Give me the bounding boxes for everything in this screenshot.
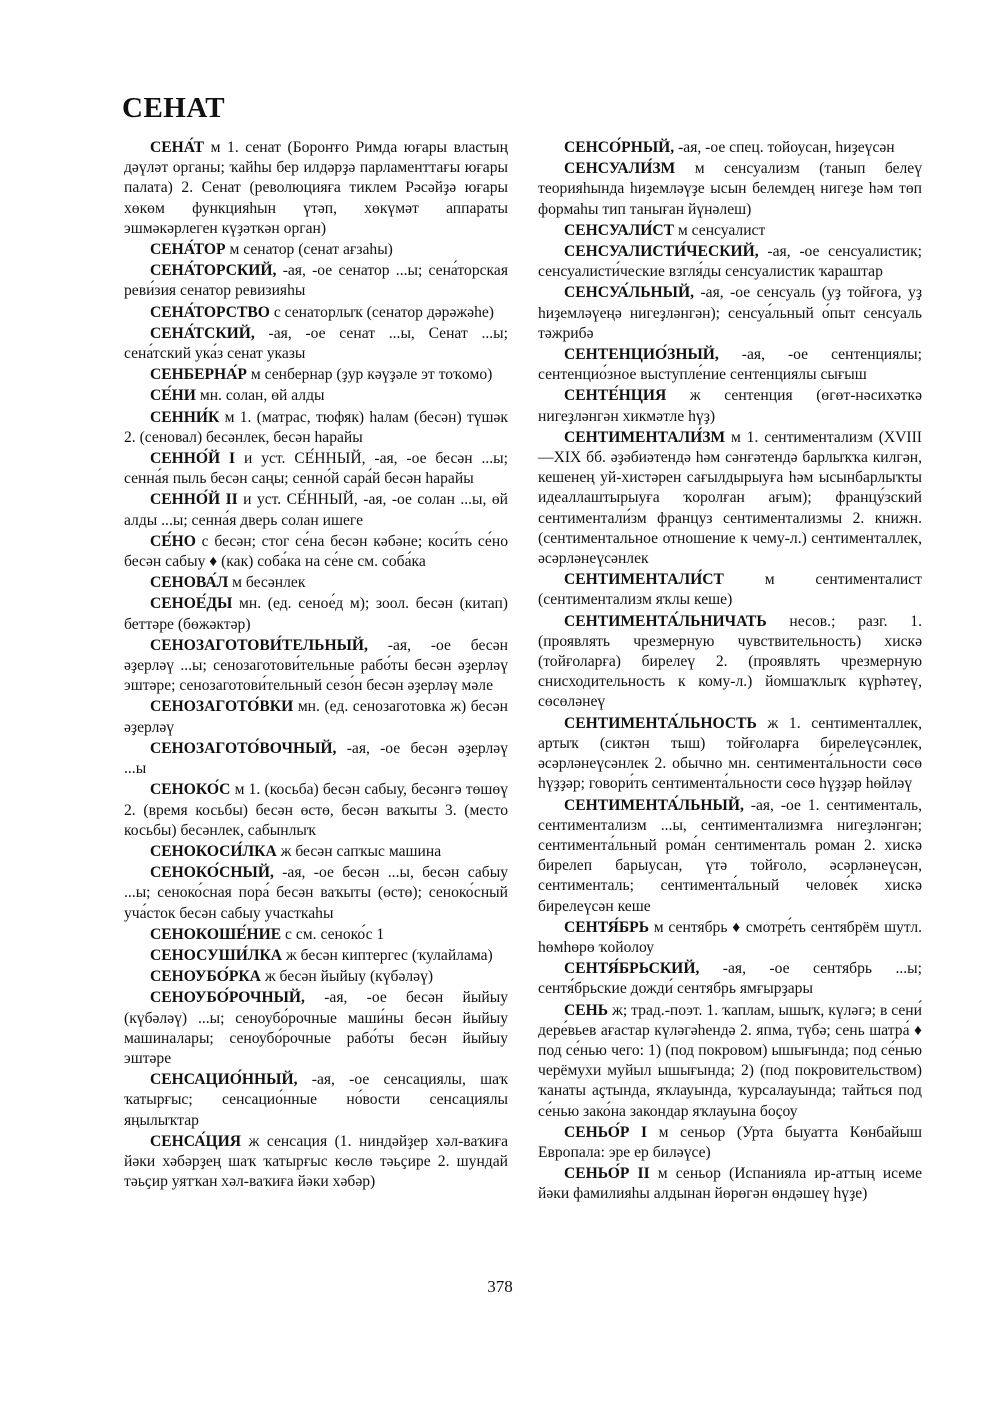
dictionary-entry [538,345,922,385]
entry-definition: ж сентенция (өгөт-нәсихәткә нигеҙләнгән хикмәтле һүҙ) [538,387,922,425]
entry-definition: м бесәнлек [228,574,306,592]
entry-definition: -ая, -ое бесән ...ы, бесән сабыу ...ы; сеноко́сная пора́ бесән ваҡыты (өстө); сеноко́сный уча́сток бесән сабыу участкаһы [124,864,508,922]
entry-definition: с сенаторлыҡ (сенатор дәрәжәһе) [269,303,494,321]
entry-headword: СЕ́НО [150,532,196,550]
entry-headword: СЕНЬО́Р II [564,1165,650,1183]
entry-definition: -ая, -ое бесән йыйыу (күбәләү) ...ы; сеноубо́рочные маши́ны бесән йыйыу машиналары; сеноубо́рочные рабо́ты бесән йыйыу эштәре [124,989,508,1067]
dictionary-entry [124,863,508,924]
dictionary-entry [124,408,508,448]
dictionary-entry [124,532,508,572]
dictionary-entry [538,959,922,999]
entry-headword: СЕНСУАЛИСТИ́ЧЕСКИЙ, [564,243,759,261]
dictionary-entry [538,796,922,917]
entry-definition: ж бесән сапҡыс машина [276,842,442,860]
entry-headword: СЕННИ́К [150,408,220,426]
entry-headword: СЕНТИМЕНТА́ЛЬНОСТЬ [564,714,757,732]
entry-definition: -ая, -ое сенсуалистик; сенсуалисти́ческие взгля́ды сенсуалистик ҡараштар [538,243,922,281]
entry-headword: СЕНТИМЕНТАЛИ́СТ [564,571,724,589]
entry-definition: -ая, -ое сенсуаль (уҙ тойғоға, уҙ һиҙемләүеңә нигеҙләнгән); сенсуа́льный о́пыт сенсуаль тәжрибә [538,284,922,342]
entry-headword: СЕНА́ТОРСТВО [150,303,270,321]
entry-definition: м сенсуалист [674,221,766,239]
entry-definition: м 1. (косьба) бесән сабыу, бесәнгә төшөү 2. (время косьбы) бесән өстө, бесән ваҡыты 3. (место косьбы) бесәнлек, сабынлыҡ [124,781,508,839]
entry-headword: СЕНОЗАГОТО́ВОЧНЫЙ, [150,739,337,757]
dictionary-entry [124,1070,508,1131]
entry-definition: -ая, -ое сенат ...ы, Сенат ...ы; сена́тский ука́з сенат указы [124,324,508,363]
dictionary-entry [538,221,922,241]
entry-definition: м сентябрь ♦ смотре́ть сентябрём шутл. һөмһөрө ҡойолоу [538,918,922,956]
entry-headword: СЕ́НИ [150,387,196,405]
entry-headword: СЕНОУБО́РОЧНЫЙ, [150,989,305,1007]
dictionary-entry [124,636,508,697]
dictionary-entry [124,925,508,945]
left-column [124,138,508,1193]
entry-headword: СЕННО́Й II [150,491,238,509]
entry-definition: ж бесән киптергес (ҡулайлама) [282,946,493,964]
entry-definition: м 1. сенат (Бороҥғо Римда юғары властың дәүләт органы; ҡайһы бер илдәрҙә парламенттағы юғары палата) 2. Сенат (революцияға тиклем Рәсәйҙә юғары хөкөм функцияһын үтәп, хөкүмәт аппараты эшмәкәрлеген күҙәткән орган) [124,139,508,237]
dictionary-entry [538,612,922,713]
entry-headword: СЕННО́Й I [150,450,236,468]
dictionary-entry [124,324,508,364]
dictionary-entry [124,261,508,301]
entry-headword: СЕНА́Т [150,139,205,156]
entry-headword: СЕНТИМЕНТАЛИ́ЗМ [564,428,726,446]
dictionary-entry [538,159,922,220]
dictionary-entry [538,1164,922,1204]
entry-headword: СЕНОЕ́ДЫ [150,595,233,613]
entry-headword: СЕНТИМЕНТА́ЛЬНЫЙ, [564,796,744,814]
entry-headword: СЕНБЕРНА́Р [150,366,247,384]
entry-headword: СЕНА́ТСКИЙ, [150,324,255,342]
entry-definition: и уст. СЕ́ННЫЙ, -ая, -ое бесән ...ы; сенна́я пыль бесән саңы; сенно́й сара́й бесән һарайы [124,450,508,488]
dictionary-entry [124,386,508,406]
entry-headword: СЕНОКОСИ́ЛКА [150,842,277,860]
entry-definition: -ая, -ое сентябрь ...ы; сентя́брьские дожди́ сентябрь ямғырҙары [538,960,922,998]
dictionary-entry [124,988,508,1069]
entry-headword: СЕНСАЦИО́ННЫЙ, [150,1071,298,1089]
dictionary-entry [124,594,508,634]
dictionary-entry [124,842,508,862]
running-head: СЕНАТ [122,92,226,124]
entry-headword: СЕНОСУШИ́ЛКА [150,946,283,964]
dictionary-entry [538,242,922,282]
entry-definition: м сеньор (Урта быуатта Көнбайыш Европала: эре ер биләүсе) [538,1123,922,1161]
entry-definition: несов.; разг. 1. (проявлять чрезмерную чувствительность) хискә (тойғоларға) бирелеү 2. (проявлять чрезмерную снисходительность к кому-л.) йомшаҡлыҡ күрһәтеү, сөсөләнеү [538,612,922,711]
dictionary-entry [124,697,508,737]
dictionary-entry [124,240,508,260]
entry-definition: м сенбернар (ҙур кәүҙәле эт тоҡомо) [246,366,493,384]
entry-headword: СЕНСО́РНЫЙ, [564,139,675,156]
entry-definition: с бесән; стог се́на бесән кәбәне; коси́ть се́но бесән сабыу ♦ (как) соба́ка на се́не см. соба́ка [124,532,508,571]
entry-definition: ж сенсация (1. ниндәйҙер хәл-ваҡиға йәки хәбәрҙең шаҡ ҡатырғыс көслө тәьҫире 2. шундай тәьҫир уятҡан хәл-ваҡиға йәки хәбәр) [124,1132,508,1191]
entry-headword: СЕНСУА́ЛЬНЫЙ, [564,284,694,302]
entry-definition: и уст. СЕ́ННЫЙ, -ая, -ое солан ...ы, өй алды ...ы; сенна́я дверь солан ишеге [124,491,509,529]
entry-definition: мн. (ед. сенозаготовка ж) бесән әҙерләү [124,698,508,736]
dictionary-entry [124,739,508,779]
dictionary-entry [538,1001,922,1122]
dictionary-entry [124,967,508,987]
dictionary-entry [538,138,922,158]
dictionary-entry [124,138,508,239]
right-column [538,138,922,1206]
dictionary-entry [124,573,508,593]
dictionary-entry [538,918,922,958]
entry-headword: СЕНОКОШЕ́НИЕ [150,925,282,943]
entry-headword: СЕНОЗАГОТО́ВКИ [150,698,294,716]
entry-definition: м сентименталист (сентиментализм яҡлы кеше) [538,571,922,609]
entry-definition: м сеньор (Испанияла ир-аттың исеме йәки фамилияһы алдынан йөрөгән өндәшеү һүҙе) [538,1165,923,1203]
entry-headword: СЕНТЕ́НЦИЯ [564,387,667,405]
entry-definition: -ая, -ое бесән әҙерләү ...ы; сенозаготови́тельные рабо́ты бесән әҙерләү эштәре; сенозаготови́тельный сезо́н бесән әҙерләү мәле [124,636,508,695]
entry-headword: СЕНТЯ́БРЬ [564,918,650,936]
entry-headword: СЕНТЕНЦИО́ЗНЫЙ, [564,346,719,364]
entry-headword: СЕНОКО́СНЫЙ, [150,864,274,882]
entry-definition: ж; трад.-поэт. 1. ҡаплам, ышыҡ, күләгә; в сени́ дере́вьев ағастар күләгәһендә 2. япма, түбә; сень шатра́ ♦ под се́нью чего: 1) (под покровом) ышығында; под се́нью черёмухи муйыл ышығында; 2) (под покровительством) ҡанаты аҫтында, яҡлауында, ҡурсалауында; тайться под се́нью зако́на закондар яҡлауына боҫоу [538,1001,922,1120]
entry-definition: -ая, -ое сенсациялы, шаҡ ҡатырғыс; сенсацио́нные но́вости сенсациялы яңылыҡтар [124,1071,508,1129]
entry-headword: СЕНОЗАГОТОВИ́ТЕЛЬНЫЙ, [150,636,368,654]
entry-headword: СЕНСУАЛИ́СТ [564,221,674,239]
dictionary-entry [538,386,922,426]
page-number: 378 [487,1277,513,1296]
dictionary-entry [124,449,508,489]
entry-headword: СЕНСУАЛИ́ЗМ [564,160,676,178]
entry-definition: -ая, -ое спец. тойоусан, һиҙеүсән [674,139,895,156]
dictionary-entry [124,365,508,385]
dictionary-entry [124,490,508,530]
entry-definition: мн. (ед. сеное́д м); зоол. бесән (китап) беттәре (бөжәктәр) [124,595,508,633]
entry-definition: мн. солан, өй алды [195,387,325,405]
entry-definition: м 1. сентиментализм (XVIII—XIX бб. әҙәбиәтендә һәм сәнғәтендә барлыҡҡа килгән, кешенең уй-хистәрен сағылдырыуға һәм ысынбарлыҡты идеаллаштырыуға ҡоролған ағым); францу́зский сентиментали́зм француз сентиментализмы 2. книжн. (сентиментальное отношение к чему-л.) сентименталлек, әсәрләнеүсәнлек [538,428,922,568]
entry-definition: м сенатор (сенат ағзаһы) [225,241,393,259]
dictionary-entry [538,428,922,569]
entry-headword: СЕНОКО́С [150,781,231,799]
entry-definition: ж бесән йыйыу (күбәләү) [260,968,434,986]
dictionary-entry [538,714,922,795]
dictionary-entry [538,570,922,610]
entry-definition: м сенсуализм (танып белеү теорияһында һиҙемләүҙе ысын белемдең нигеҙе һәм төп формаһы тип таныған йүнәлеш) [538,160,922,218]
entry-definition: -ая, -ое 1. сентименталь, сентиментализм ...ы, сентиментализмға нигеҙләнгән; сентимента́льный рома́н сентименталь роман 2. хискә бирелеп барыусан, үтә тойғоло, әсәрләнеүсән, сентименталь; сентимента́льный челове́к хискә бирелеүсән кеше [538,796,922,915]
entry-definition: -ая, -ое сенатор ...ы; сена́торская реви́зия сенатор ревизияһы [124,262,508,300]
entry-definition: с см. сеноко́с 1 [281,925,385,943]
entry-headword: СЕНТЯ́БРЬСКИЙ, [564,960,700,978]
entry-headword: СЕНА́ТОР [150,241,226,259]
entry-definition: -ая, -ое бесән әҙерләү ...ы [124,739,508,778]
dictionary-entry [124,1132,508,1193]
dictionary-entry [538,283,922,344]
dictionary-entry [124,303,508,323]
entry-headword: СЕНОУБО́РКА [150,968,261,986]
entry-headword: СЕНОВА́Л [150,574,229,592]
dictionary-entry [124,780,508,841]
entry-definition: ж 1. сентименталлек, артыҡ (сиктән тыш) тойғоларға бирелеүсәнлек, әсәрләнеүсәнлек 2. обычно мн. сентимента́льности сөсө һүҙҙәр; говори́ть сентимента́льности сөсө һүҙҙәр һөйләү [538,714,922,793]
entry-headword: СЕНА́ТОРСКИЙ, [150,262,277,280]
entry-headword: СЕНСА́ЦИЯ [150,1132,242,1150]
entry-headword: СЕНЬ [564,1001,609,1019]
entry-definition: -ая, -ое сентенциялы; сентенцио́зное выступле́ние сентенциялы сығыш [538,346,922,384]
dictionary-entry [124,946,508,966]
entry-headword: СЕНТИМЕНТА́ЛЬНИЧАТЬ [564,612,767,630]
dictionary-entry [538,1123,922,1163]
entry-definition: м 1. (матрас, тюфяк) һалам (бесән) түшәк 2. (сеновал) бесәнлек, бесән һарайы [124,408,508,446]
entry-headword: СЕНЬО́Р I [564,1123,648,1141]
